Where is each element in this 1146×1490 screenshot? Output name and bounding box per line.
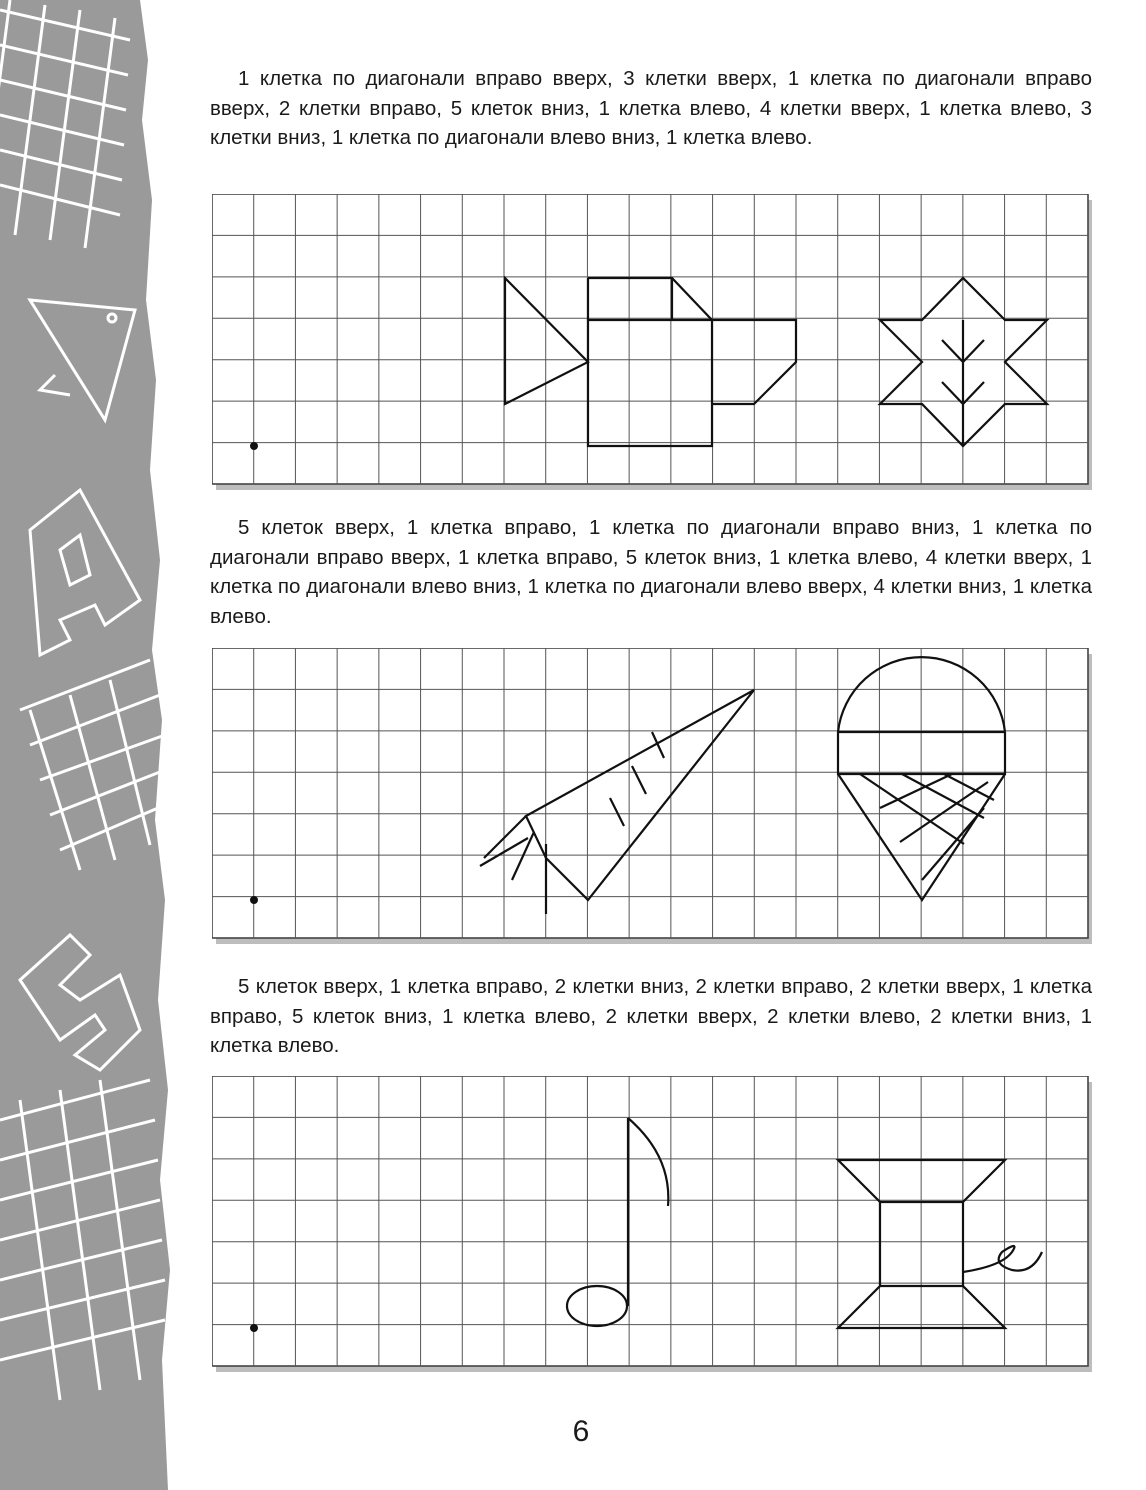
start-dot[interactable] bbox=[250, 896, 258, 904]
task-1-instruction: 1 клетка по диагонали вправо вверх, 3 клетки вверх, 1 клетка по диагонали вправо вверх, 2 клетки вправо, 5 клеток вниз, 1 клетка влево, 4 клетки вверх, 1 клетка влево, 3 клетки вниз, 1 клетка по диагонали влево вниз, 1 клетка влево. bbox=[210, 67, 1092, 149]
task-3-grid bbox=[212, 1076, 1092, 1372]
start-dot[interactable] bbox=[250, 442, 258, 450]
start-dot[interactable] bbox=[250, 1324, 258, 1332]
task-1-grid bbox=[212, 194, 1092, 490]
task-2-grid bbox=[212, 648, 1092, 944]
grid-cells bbox=[212, 648, 1088, 938]
task-2-instruction: 5 клеток вверх, 1 клетка вправо, 1 клетка по диагонали вправо вниз, 1 клетка по диагонали вправо вверх, 1 клетка вправо, 5 клеток вниз, 1 клетка влево, 4 клетки вверх, 1 клетка по диагонали влево вниз, 1 клетка по диагонали влево вверх, 4 клетки вниз, 1 клетка влево. bbox=[210, 516, 1092, 628]
page-number: 6 bbox=[572, 1415, 590, 1448]
task-3-instruction: 5 клеток вверх, 1 клетка вправо, 2 клетки вниз, 2 клетки вправо, 2 клетки вверх, 1 клетка вправо, 5 клеток вниз, 1 клетка влево, 2 клетки вверх, 2 клетки влево, 2 клетки вниз, 1 клетка влево. bbox=[210, 975, 1092, 1057]
grid-cells bbox=[212, 1076, 1088, 1366]
decorative-side-band bbox=[0, 0, 175, 1490]
